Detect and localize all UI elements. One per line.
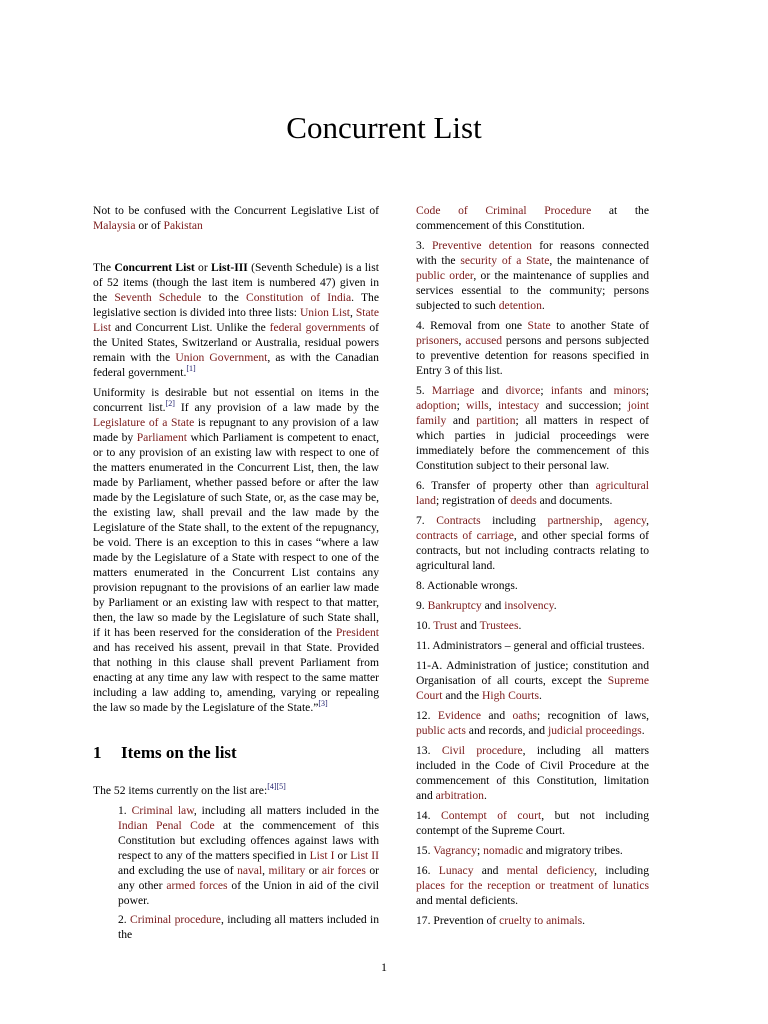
link-union-government[interactable]: Union Government [175,351,268,364]
link-adoption[interactable]: adoption [416,399,457,412]
citation-1[interactable]: [1] [186,364,196,374]
link-detention[interactable]: detention [498,299,542,312]
link-cruelty-to-animals[interactable]: cruelty to animals [499,914,583,927]
link-armed-forces[interactable]: armed forces [166,879,228,892]
link-public-order[interactable]: public order [416,269,474,282]
link-lunacy[interactable]: Lunacy [438,864,474,877]
link-criminal-law[interactable]: Criminal law [131,804,194,817]
link-trustees[interactable]: Trustees [479,619,519,632]
link-partnership[interactable]: partnership [547,514,600,527]
link-list-ii[interactable]: List II [350,849,379,862]
link-judicial-proceedings[interactable]: judicial proceedings [548,724,642,737]
link-naval[interactable]: naval [237,864,263,877]
list-item-5: 5. Marriage and divorce; infants and minors; adoption; wills, intestacy and succession; joint family and partition; all matters in respect of which parties in judicial proceedings were immediately before the commencement of this Constitution subject to their personal law. [416,384,650,472]
link-preventive-detention[interactable]: Preventive detention [431,239,532,252]
items-list-left [93,803,379,942]
citation-5[interactable]: [5] [276,782,286,792]
link-parliament[interactable]: Parliament [136,431,187,444]
list-item-9: 9. Bankruptcy and insolvency. [416,599,557,612]
list-item-16: 16. Lunacy and mental deficiency, including places for the reception or treatment of lunatics and mental deficients. [416,864,649,907]
link-arbitration[interactable]: arbitration [435,789,484,802]
link-minors[interactable]: minors [613,384,646,397]
list-item-10: 10. Trust and Trustees. [416,619,522,632]
link-state[interactable]: State [527,319,551,332]
link-contracts-of-carriage[interactable]: contracts of carriage [416,529,514,542]
link-agricultural-land[interactable]: agricultural land [416,479,649,507]
link-security-of-a-state[interactable]: security of a State [460,254,550,267]
link-contracts[interactable]: Contracts [436,514,481,527]
list-item-11: 11. Administrators – general and official trustees. [416,639,645,652]
link-high-courts[interactable]: High Courts [482,689,540,702]
list-item-13: 13. Civil procedure, including all matters included in the Code of Civil Procedure at the commencement of this Constitution, limitation and arbitration. [416,744,650,802]
link-pakistan[interactable]: Pakistan [163,219,203,232]
list-item-1: 1. Criminal law, including all matters included in the Indian Penal Code at the commencement of this Constitution but excluding offences against laws with respect to any of the matters specified in List I or List II and excluding the use of naval, military or air forces or any other armed forces of the Union in aid of the civil power. [118,804,380,907]
link-mental-deficiency[interactable]: mental deficiency [506,864,595,877]
link-places-for-reception[interactable]: places for the reception or treatment of lunatics [416,879,649,892]
link-code-of-criminal-procedure[interactable]: Code of Criminal Procedure [416,204,592,217]
page-number: 1 [381,960,387,974]
list-item-12: 12. Evidence and oaths; recognition of laws, public acts and records, and judicial proceedings. [416,709,649,737]
link-intestacy[interactable]: intestacy [497,399,540,412]
citation-3[interactable]: [3] [318,699,328,709]
link-indian-penal-code[interactable]: Indian Penal Code [118,819,215,832]
list-item-7: 7. Contracts including partnership, agency, contracts of carriage, and other special forms of contracts, but not including contracts relating to agricultural land. [416,514,649,572]
left-column [93,203,379,946]
link-bankruptcy[interactable]: Bankruptcy [427,599,482,612]
citation-2[interactable]: [2] [165,399,175,409]
link-federal-governments[interactable]: federal governments [269,321,366,334]
link-insolvency[interactable]: insolvency [504,599,554,612]
link-accused[interactable]: accused [465,334,503,347]
link-evidence[interactable]: Evidence [437,709,482,722]
link-union-list[interactable]: Union List [299,306,350,319]
list-item-3: 3. Preventive detention for reasons connected with the security of a State, the maintenance of public order, or the maintenance of supplies and services essential to the community; persons subjected to such detention. [416,239,650,312]
link-civil-procedure[interactable]: Civil procedure [441,744,523,757]
hatnote: Not to be confused with the Concurrent Legislative List of Malaysia or of Pakistan [93,204,379,232]
link-partition[interactable]: partition [476,414,516,427]
link-deeds[interactable]: deeds [510,494,537,507]
page-title: Concurrent List [286,110,482,145]
citation-4[interactable]: [4] [267,782,277,792]
list-item-15: 15. Vagrancy; nomadic and migratory tribes. [416,844,623,857]
link-air-forces[interactable]: air forces [321,864,366,877]
link-state-list[interactable]: State List [93,306,379,334]
right-column [416,203,649,933]
link-president[interactable]: President [335,626,379,639]
list-item-11a: 11-A. Administration of justice; constitution and Organisation of all courts, except the Supreme Court and the High Courts. [416,659,649,702]
link-constitution-of-india[interactable]: Constitution of India [246,291,352,304]
list-item-6: 6. Transfer of property other than agricultural land; registration of deeds and documents. [416,479,649,507]
list-item-2: 2. Criminal procedure, including all matters included in the [118,913,379,941]
list-item-17: 17. Prevention of cruelty to animals. [416,914,586,927]
link-contempt-of-court[interactable]: Contempt of court [440,809,542,822]
link-infants[interactable]: infants [550,384,583,397]
link-wills[interactable]: wills [466,399,489,412]
link-trust[interactable]: Trust [433,619,458,632]
link-vagrancy[interactable]: Vagrancy [433,844,477,857]
intro-paragraph: The Concurrent List or List-III (Seventh Schedule) is a list of 52 items (though the last item is numbered 47) given in the Seventh Schedule to the Constitution of India. The legislative section is divided into three lists: Union List, State List and Concurrent List. Unlike the federal governments of the United States, Switzerland or Australia, residual powers remain with the Union Government, as with the Canadian federal government.[1] [93,261,379,379]
list-item-8: 8. Actionable wrongs. [416,579,518,592]
link-divorce[interactable]: divorce [505,384,541,397]
list-item-4: 4. Removal from one State to another State of prisoners, accused persons and persons subjected to preventive detention for reasons specified in Entry 3 of this list. [416,319,650,377]
section-heading: 1 Items on the list [93,743,237,762]
section-lead: The 52 items currently on the list are:[4][5] [93,782,286,797]
link-agency[interactable]: agency [614,514,647,527]
list-item-2-continued: Code of Criminal Procedure at the commencement of this Constitution. [416,204,649,232]
link-seventh-schedule[interactable]: Seventh Schedule [114,291,202,304]
link-criminal-procedure[interactable]: Criminal procedure [130,913,221,926]
link-legislature-of-a-state[interactable]: Legislature of a State [93,416,195,429]
link-list-i[interactable]: List I [309,849,335,862]
link-joint-family[interactable]: joint family [416,399,650,427]
link-malaysia[interactable]: Malaysia [93,219,136,232]
link-prisoners[interactable]: prisoners [416,334,459,347]
link-military[interactable]: military [268,864,306,877]
uniformity-paragraph: Uniformity is desirable but not essential on items in the concurrent list.[2] If any provision of a law made by the Legislature of a State is repugnant to any provision of a law made by Parliament which Parliament is competent to enact, or to any provision of an existing law with respect to one of the matters enumerated in the Concurrent List, then, the law made by Parliament, whether passed before or after the law made by the Legislature of such State, or, as the case may be, the existing law, shall prevail and the law made by the Legislature of the State shall, to the extent of the repugnancy, be void. There is an exception to this in cases “where a law made by the Legislature of a State with respect to one of the matters enumerated in the Concurrent List contains any provision repugnant to the provisions of an earlier law made by Parliament or an existing law with respect to that matter, then, the law so made by the Legislature of such State shall, if it has been reserved for the consideration of the President and has received his assent, prevail in that State. Provided that nothing in this clause shall prevent Parliament from enacting at any time any law with respect to the same matter including a law adding to, amending, varying or repealing the law so made by the Legislature of the State.”[3] [93,386,380,714]
link-public-acts[interactable]: public acts [416,724,466,737]
list-item-14: 14. Contempt of court, but not including contempt of the Supreme Court. [416,809,649,837]
link-supreme-court[interactable]: Supreme Court [416,674,649,702]
link-nomadic[interactable]: nomadic [483,844,524,857]
link-marriage[interactable]: Marriage [431,384,475,397]
link-oaths[interactable]: oaths [512,709,538,722]
